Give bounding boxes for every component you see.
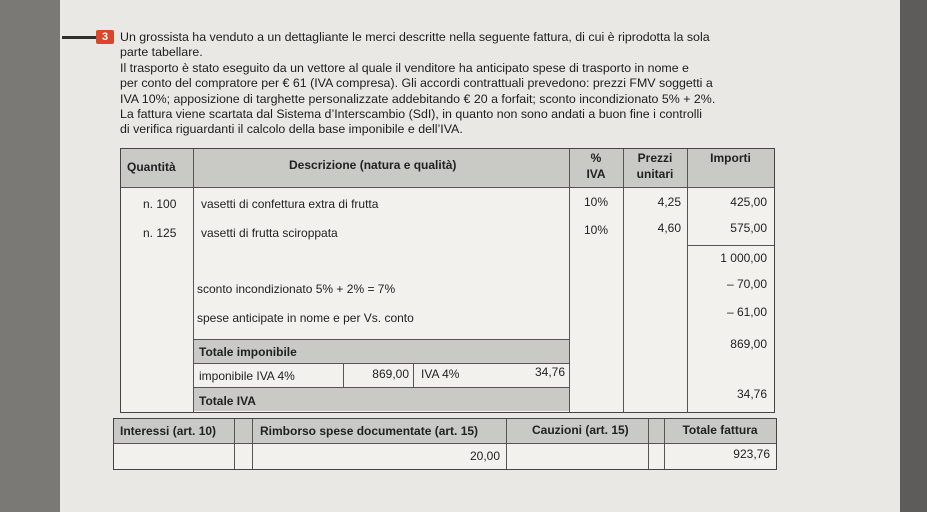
right-page-edge	[900, 0, 927, 512]
imponibile-bottom-line	[193, 363, 569, 364]
row2-iva: 10%	[583, 223, 609, 237]
imponibile-iva-rate: IVA 4%	[421, 367, 460, 381]
header-prezzi: Prezzi	[637, 151, 673, 165]
footer-sep-1	[234, 419, 235, 469]
exercise-marker-bar	[62, 36, 98, 39]
footer-cauzioni: Cauzioni (art. 15)	[532, 423, 629, 437]
left-page-edge	[0, 0, 60, 512]
iva-row-bottom-line	[193, 387, 569, 388]
exercise-line-7: di verifica riguardanti il calcolo della base imponibile e dell’IVA.	[120, 122, 463, 137]
expenses-label: spese anticipate in nome e per Vs. conto	[197, 311, 414, 325]
imponibile-iva-base: 869,00	[372, 367, 409, 381]
exercise-line-6: La fattura viene scartata dal Sistema d’Interscambio (SdI), in quanto non sono andati a buon fine i controlli	[120, 107, 703, 122]
header-quantita: Quantità	[127, 160, 176, 174]
discount-label: sconto incondizionato 5% + 2% = 7%	[197, 282, 396, 296]
header-iva-percent: %	[590, 151, 602, 165]
exercise-line-1: Un grossista ha venduto a un dettagliante le merci descritte nella seguente fattura, di cui è riprodotta la sola	[120, 30, 710, 44]
footer-sep-4	[648, 419, 649, 469]
imponibile-iva-label: imponibile IVA 4%	[199, 369, 295, 383]
row2-price: 4,60	[657, 221, 681, 235]
iva-inner-sep-2	[413, 363, 414, 387]
col-sep-3	[623, 149, 624, 412]
subtotal-amount: 1 000,00	[720, 251, 767, 265]
row1-desc: vasetti di confettura extra di frutta	[201, 197, 379, 211]
exercise-line-5: IVA 10%; apposizione di targhette personalizzate addebitando € 20 a forfait; sconto incondizionato 5% + 2%.	[120, 91, 716, 106]
exercise-number-badge: 3	[96, 30, 114, 44]
invoice-table	[120, 148, 775, 413]
row2-qty: n. 125	[143, 226, 177, 240]
footer-totale-fattura: Totale fattura	[682, 423, 758, 437]
totale-iva-amount: 34,76	[736, 387, 767, 401]
footer-rimborso-value: 20,00	[469, 449, 500, 463]
header-descrizione: Descrizione (natura e qualità)	[289, 158, 457, 172]
exercise-line-3: Il trasporto è stato eseguito da un vettore al quale il venditore ha anticipato spese di trasporto in nome e	[120, 60, 689, 75]
discount-amount: – 70,00	[726, 277, 767, 291]
invoice-footer-table	[113, 418, 777, 470]
footer-totale-fattura-value: 923,76	[733, 447, 770, 461]
footer-interessi: Interessi (art. 10)	[120, 424, 217, 438]
imponibile-iva-amount: 34,76	[534, 365, 565, 379]
col-sep-2	[569, 149, 570, 412]
imponibile-top-line	[193, 339, 569, 340]
row2-amount: 575,00	[730, 221, 767, 235]
row1-iva: 10%	[583, 195, 609, 209]
row2-desc: vasetti di frutta sciroppata	[201, 226, 338, 240]
totale-imponibile-label: Totale imponibile	[199, 345, 297, 359]
row1-price: 4,25	[657, 195, 681, 209]
footer-sep-3	[506, 419, 507, 469]
totale-iva-label: Totale IVA	[199, 394, 256, 408]
footer-rimborso: Rimborso spese documentate (art. 15)	[260, 424, 479, 438]
totale-imponibile-amount: 869,00	[730, 337, 767, 351]
exercise-line-2: parte tabellare.	[120, 45, 203, 60]
row1-qty: n. 100	[143, 197, 177, 211]
row1-amount: 425,00	[730, 195, 767, 209]
header-importi: Importi	[710, 151, 751, 165]
exercise-text	[120, 30, 800, 138]
exercise-line-4: per conto del compratore per € 61 (IVA compresa). Gli accordi contrattuali prevedono: prezzi FMV soggetti a	[120, 76, 713, 91]
expenses-amount: – 61,00	[726, 305, 767, 319]
col-sep-1	[193, 149, 194, 412]
header-unitari: unitari	[636, 167, 674, 181]
subtotal-line	[687, 245, 774, 246]
header-iva: IVA	[586, 167, 606, 181]
